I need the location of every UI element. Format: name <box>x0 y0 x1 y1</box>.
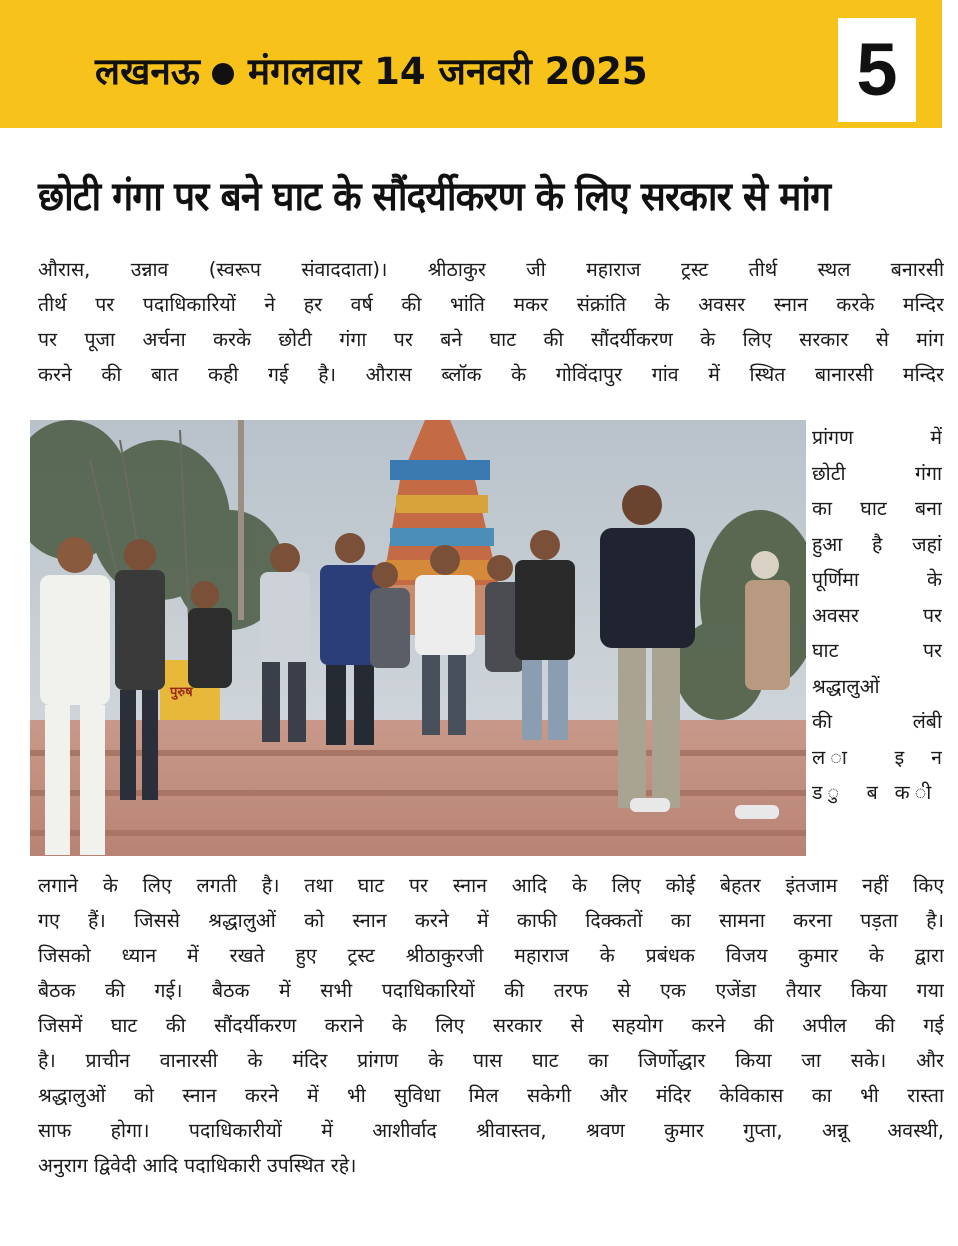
body-line: है। प्राचीन वानारसी के मंदिर प्रांगण के पास घाट का जिर्णोद्धार किया जा सके। और <box>38 1049 944 1072</box>
body-line: गए हैं। जिससे श्रद्धालुओं को स्नान करने में काफी दिक्कतों का सामना करना पड़ता है। <box>38 909 944 932</box>
intro-line: औरास, उन्नाव (स्वरूप संवाददाता)। श्रीठाकुर जी महाराज ट्रस्ट तीर्थ स्थल बनारसी <box>38 258 944 281</box>
dateline <box>95 42 648 102</box>
side-line: अवसर पर <box>812 603 942 627</box>
article-photo <box>30 420 806 856</box>
masthead-bar <box>0 0 942 128</box>
group-photo-illustration <box>30 420 806 856</box>
body-line: श्रद्धालुओं को स्नान करने में भी सुविधा मिल सकेगी और मंदिर केविकास का भी रास्ता <box>38 1084 944 1107</box>
side-line: श्रद्धालुओं <box>812 674 880 698</box>
article-headline: छोटी गंगा पर बने घाट के सौंदर्यीकरण के लिए सरकार से मांग <box>38 174 831 220</box>
article-body <box>38 868 944 1183</box>
article-intro <box>38 252 944 392</box>
side-line: घाट पर <box>812 639 942 662</box>
issue-date: मंगलवार 14 जनवरी 2025 <box>247 50 648 93</box>
side-line: छोटी गंगा <box>812 461 942 485</box>
side-line: का घाट बना <box>812 497 942 520</box>
photo-sign-text: पुरुष <box>170 685 193 700</box>
side-line: ड ु ब क ी <box>812 781 942 804</box>
body-line: अनुराग द्विवेदी आदि पदाधिकारी उपस्थित रहे। <box>38 1154 357 1177</box>
body-line: साफ होगा। पदाधिकारीयों में आशीर्वाद श्रीवास्तव, श्रवण कुमार गुप्ता, अन्नू अवस्थी, <box>38 1119 944 1142</box>
side-line: ल ा इ न <box>812 745 942 769</box>
article-side-column <box>812 420 942 811</box>
intro-line: तीर्थ पर पदाधिकारियों ने हर वर्ष की भांति मकर संक्रांति के अवसर स्नान करके मन्दिर <box>38 293 944 316</box>
page-number: 5 <box>838 18 916 122</box>
body-line: जिसको ध्यान में रखते हुए ट्रस्ट श्रीठाकुरजी महाराज के प्रबंधक विजय कुमार के द्वारा <box>38 944 944 967</box>
intro-line: करने की बात कही गई है। औरास ब्लॉक के गोविंदापुर गांव में स्थित बानारसी मन्दिर <box>38 363 944 386</box>
side-line: की लंबी <box>812 710 942 733</box>
intro-line: पर पूजा अर्चना करके छोटी गंगा पर बने घाट की सौंदर्यीकरण के लिए सरकार से मांग <box>38 328 944 351</box>
body-line: लगाने के लिए लगती है। तथा घाट पर स्नान आदि के लिए कोई बेहतर इंतजाम नहीं किए <box>38 874 944 897</box>
side-line: हुआ है जहां <box>812 532 942 556</box>
body-line: बैठक की गई। बैठक में सभी पदाधिकारियों की तरफ से एक एजेंडा तैयार किया गया <box>38 979 944 1002</box>
bullet-dot <box>212 63 234 85</box>
body-line: जिसमें घाट की सौंदर्यीकरण कराने के लिए सरकार से सहयोग करने की अपील की गई <box>38 1014 944 1037</box>
side-line: पूर्णिमा के <box>812 568 942 591</box>
city-name: लखनऊ <box>95 50 200 93</box>
side-line: प्रांगण में <box>812 426 942 449</box>
